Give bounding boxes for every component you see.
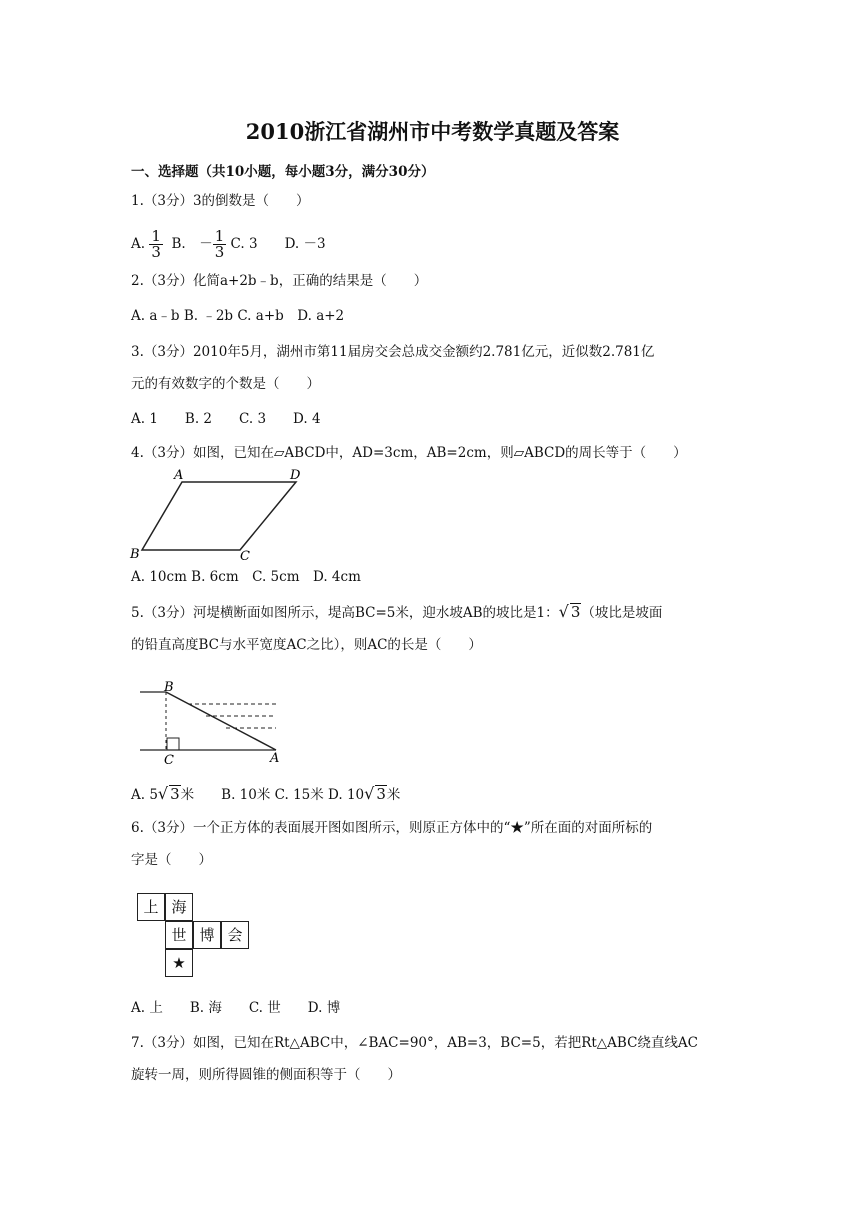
- q5-stem-text-b: （坡比是坡面: [581, 605, 663, 621]
- star-cell: ★: [165, 949, 193, 977]
- vertex-label-c: C: [240, 549, 250, 564]
- q1-options-rest: C. 3 D. －3: [230, 236, 326, 252]
- q6-stem-line2: 字是（ ）: [131, 852, 212, 868]
- sqrt-symbol: √: [157, 784, 169, 803]
- q3-options: A. 1 B. 2 C. 3 D. 4: [131, 411, 321, 427]
- sqrt-symbol: √: [558, 602, 569, 621]
- q5-option-d-radicand: 3: [376, 785, 386, 803]
- net-cell: 上: [137, 893, 165, 921]
- q1-options: [131, 228, 326, 260]
- q2-stem: 2.（3分）化简a+2b﹣b，正确的结果是（ ）: [131, 273, 428, 289]
- net-cell: 世: [165, 921, 193, 949]
- q1-option-a-fraction: [149, 229, 163, 260]
- embankment-figure: [130, 676, 290, 768]
- section-heading: 一、选择题（共10小题，每小题3分，满分30分）: [131, 164, 435, 180]
- q5-options-middle: 米 B. 10米 C. 15米 D. 10: [180, 787, 365, 803]
- net-cell: 会: [221, 921, 249, 949]
- parallelogram-shape: [142, 482, 296, 550]
- q4-options: A. 10cm B. 6cm C. 5cm D. 4cm: [131, 569, 361, 585]
- parallelogram-figure: [128, 466, 308, 566]
- q5-stem-line1: [131, 600, 662, 625]
- q1-option-b-denominator: 3: [214, 243, 225, 261]
- q1-option-a-label: A.: [131, 236, 146, 252]
- q1-option-b-numerator: 1: [214, 227, 225, 245]
- q3-stem-line1: 3.（3分）2010年5月，湖州市第11届房交会总成交金额约2.781亿元，近似数2.781亿: [131, 344, 655, 360]
- q1-option-a-denominator: 3: [151, 243, 161, 261]
- q6-stem-line1: 6.（3分）一个正方体的表面展开图如图所示，则原正方体中的“★”所在面的对面所标的: [131, 820, 653, 836]
- q5-options: [131, 782, 400, 807]
- q6-options: A. 上 B. 海 C. 世 D. 博: [131, 1000, 341, 1016]
- q2-options: A. a﹣b B. ﹣2b C. a+b D. a+2: [131, 308, 345, 324]
- vertex-label-a: A: [174, 468, 184, 483]
- right-angle-mark: [167, 738, 179, 750]
- vertex-label-b: B: [130, 547, 140, 562]
- vertex-label-d: D: [290, 468, 301, 483]
- q5-stem-text-a: 5.（3分）河堤横断面如图所示，堤高BC=5米，迎水坡AB的坡比是1：: [131, 605, 559, 621]
- sqrt-symbol: √: [364, 784, 375, 803]
- page-title: 2010浙江省湖州市中考数学真题及答案: [245, 119, 620, 144]
- q5-stem-radicand: 3: [570, 603, 581, 621]
- q4-stem: 4.（3分）如图，已知在▱ABCD中，AD=3cm，AB=2cm，则▱ABCD的周长等于（ ）: [131, 445, 687, 461]
- q1-option-b-fraction: [213, 229, 227, 260]
- point-label-b: B: [164, 680, 174, 695]
- q5-option-d-suffix: 米: [386, 787, 401, 803]
- net-cell: 博: [193, 921, 221, 949]
- q7-stem-line1: 7.（3分）如图，已知在Rt△ABC中，∠BAC=90°，AB=3，BC=5，若把Rt△ABC绕直线AC: [131, 1035, 699, 1051]
- q5-option-a-prefix: A. 5: [131, 787, 158, 803]
- net-cell: 海: [165, 893, 193, 921]
- point-label-c: C: [164, 753, 174, 768]
- q1-option-b-label: B. －: [171, 236, 213, 252]
- q3-stem-line2: 元的有效数字的个数是（ ）: [131, 376, 320, 392]
- q1-option-a-numerator: 1: [151, 227, 161, 245]
- slope-ab: [166, 692, 276, 750]
- point-label-a: A: [270, 751, 280, 766]
- q1-stem: 1.（3分）3的倒数是（ ）: [131, 193, 310, 209]
- q5-option-a-radicand: 3: [170, 785, 180, 803]
- q5-stem-line2: 的铅直高度BC与水平宽度AC之比），则AC的长是（ ）: [131, 637, 482, 653]
- q7-stem-line2: 旋转一周，则所得圆锥的侧面积等于（ ）: [131, 1067, 401, 1083]
